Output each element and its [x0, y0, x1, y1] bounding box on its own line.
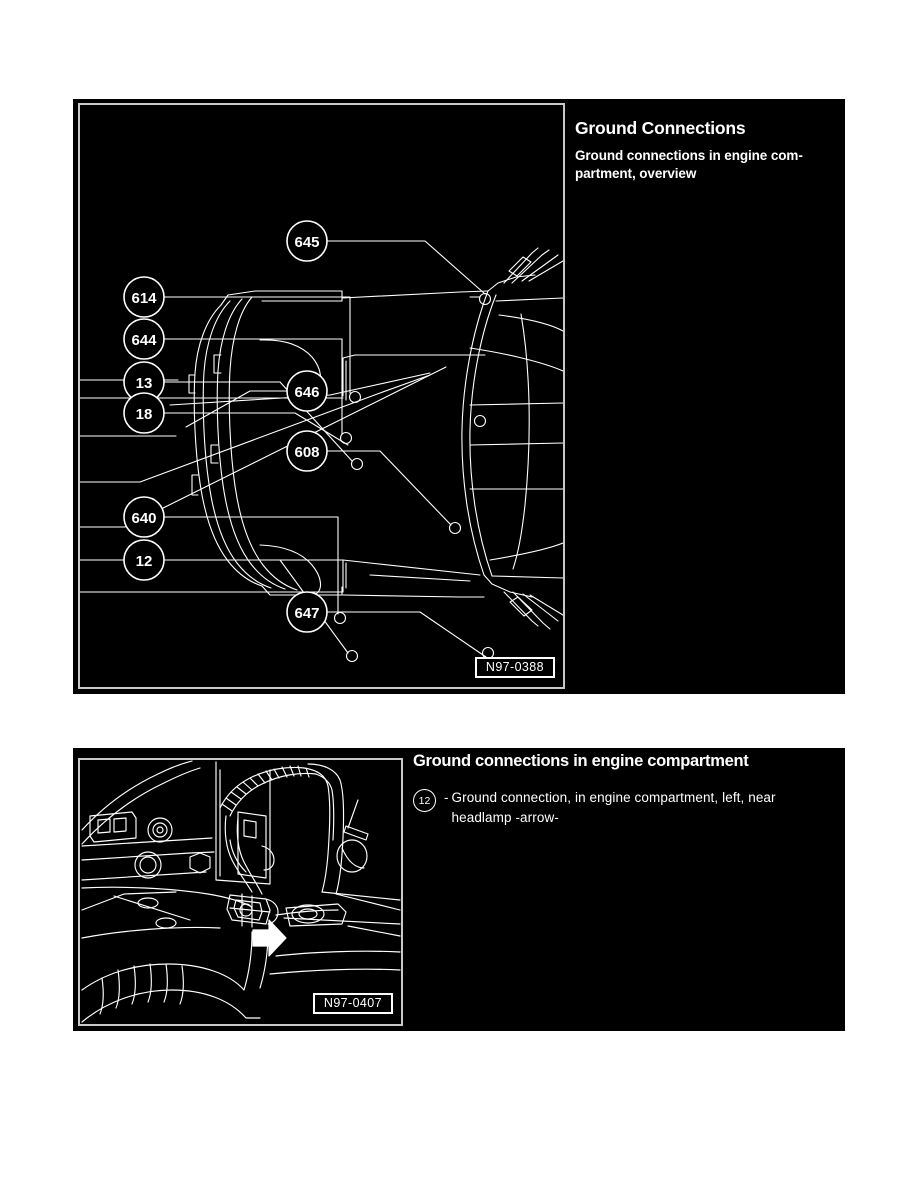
legend-description-line2: headlamp -arrow- [451, 809, 559, 825]
overview-subtitle [575, 147, 845, 183]
callout-614 [124, 277, 164, 317]
callout-608 [287, 431, 327, 471]
detail-figure-block [73, 748, 845, 1031]
callout-645 [287, 221, 327, 261]
legend-item [413, 788, 841, 827]
legend-callout-bubble-12: 12 [413, 789, 436, 812]
legend-description-line1: Ground connection, in engine compartment, left, near [451, 790, 776, 806]
detail-photo-panel [78, 758, 403, 1026]
figure-id-plate-overview: N97-0388 [475, 657, 555, 679]
callout-647 [287, 592, 327, 632]
legend-dash: - [444, 790, 449, 806]
ground-connection-detail-line-drawing [80, 760, 401, 1024]
detail-section-title: Ground connections in engine compartment [413, 752, 749, 770]
callout-label: 12 [135, 553, 153, 570]
page-title: Ground Connections [575, 118, 746, 138]
detail-text-column [413, 752, 841, 827]
callout-label: 647 [294, 605, 320, 622]
callout-label: 608 [294, 444, 320, 461]
legend-description [452, 788, 842, 827]
callout-label: 18 [135, 406, 153, 423]
figure-id-plate-detail: N97-0407 [313, 993, 393, 1015]
callout-640 [124, 497, 164, 537]
callout-646 [287, 371, 327, 411]
callout-12 [124, 540, 164, 580]
overview-subtitle-line2: partment, overview [575, 166, 697, 182]
callout-label: 13 [135, 375, 153, 392]
callout-label: 614 [131, 290, 157, 307]
overview-figure-block [73, 99, 845, 694]
overview-diagram-panel [78, 103, 565, 689]
callout-label: 646 [294, 384, 320, 401]
overview-text-column [575, 119, 845, 183]
callout-label: 640 [131, 510, 157, 527]
engine-compartment-line-drawing [80, 105, 563, 687]
overview-subtitle-line1: Ground connections in engine com- [575, 148, 803, 164]
callout-bubbles [124, 221, 327, 632]
callout-18 [124, 393, 164, 433]
callout-644 [124, 319, 164, 359]
callout-label: 644 [131, 332, 157, 349]
callout-label: 645 [294, 234, 320, 251]
